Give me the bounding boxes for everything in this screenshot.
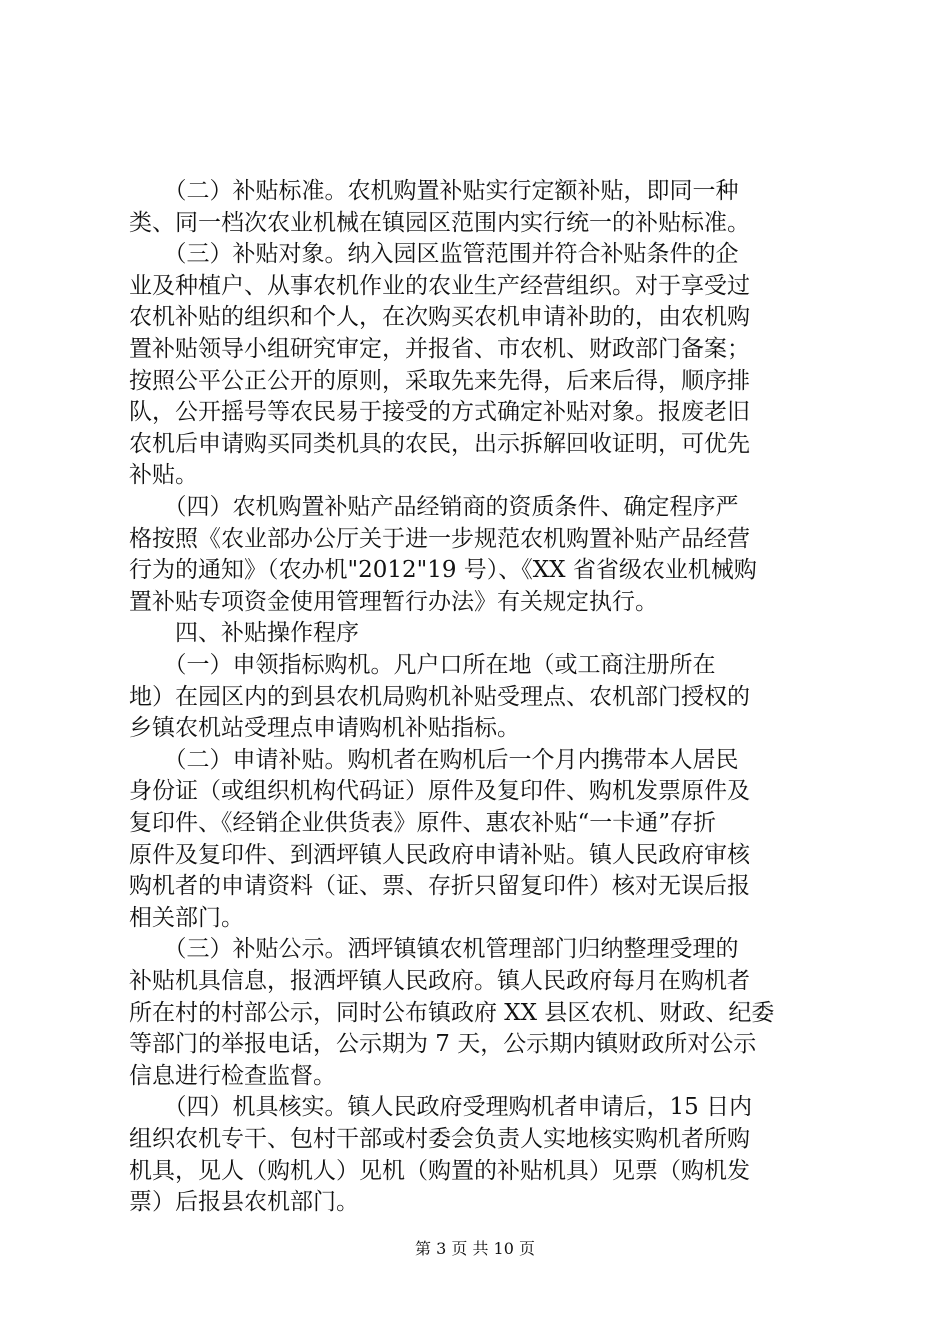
text-line: 农机补贴的组织和个人，在次购买农机申请补助的，由农机购 xyxy=(129,304,750,331)
text-line: （三）补贴对象。纳入园区监管范围并符合补贴条件的企 xyxy=(129,241,739,268)
text-line: 地）在园区内的到县农机局购机补贴受理点、农机部门授权的 xyxy=(129,683,750,710)
text-line: 行为的通知》（农办机"2012"19 号）、《XX 省省级农业机械购 xyxy=(129,557,757,584)
text-line: 原件及复印件、到洒坪镇人民政府申请补贴。镇人民政府审核 xyxy=(129,841,750,868)
text-line: 队，公开摇号等农民易于接受的方式确定补贴对象。报废老旧 xyxy=(129,399,750,426)
text-line: 等部门的举报电话，公示期为 7 天，公示期内镇财政所对公示 xyxy=(129,1031,757,1058)
text-line: 置补贴专项资金使用管理暂行办法》有关规定执行。 xyxy=(129,588,658,615)
text-line: 农机后申请购买同类机具的农民，出示拆解回收证明，可优先 xyxy=(129,430,750,457)
text-line: 格按照《农业部办公厅关于进一步规范农机购置补贴产品经营 xyxy=(129,525,750,552)
text-line: 组织农机专干、包村干部或村委会负责人实地核实购机者所购 xyxy=(129,1126,750,1152)
text-line: 业及种植户、从事农机作业的农业生产经营组织。对于享受过 xyxy=(129,272,750,299)
text-line: （四）机具核实。镇人民政府受理购机者申请后，15 日内 xyxy=(129,1094,753,1121)
text-line: 购机者的申请资料（证、票、存折只留复印件）核对无误后报 xyxy=(129,873,750,900)
text-line: （四）农机购置补贴产品经销商的资质条件、确定程序严 xyxy=(129,494,739,520)
text-line: 补贴。 xyxy=(129,462,198,489)
text-line: 票）后报县农机部门。 xyxy=(129,1189,359,1216)
text-line: （二）补贴标准。农机购置补贴实行定额补贴，即同一种 xyxy=(129,178,739,204)
text-line: 身份证（或组织机构代码证）原件及复印件、购机发票原件及 xyxy=(129,778,750,805)
text-line: 相关部门。 xyxy=(129,904,244,931)
text-line: 置补贴领导小组研究审定，并报省、市农机、财政部门备案； xyxy=(129,336,750,362)
text-line: 四、补贴操作程序 xyxy=(129,620,359,647)
text-line: 复印件、《经销企业供货表》原件、惠农补贴“一卡通”存折 xyxy=(129,810,717,836)
text-line: （三）补贴公示。洒坪镇镇农机管理部门归纳整理受理的 xyxy=(129,936,739,963)
text-line: 类、同一档次农业机械在镇园区范围内实行统一的补贴标准。 xyxy=(129,209,750,236)
text-line: 补贴机具信息，报洒坪镇人民政府。镇人民政府每月在购机者 xyxy=(129,968,750,994)
text-line: 机具，见人（购机人）见机（购置的补贴机具）见票（购机发 xyxy=(129,1157,750,1184)
page-footer: 第 3 页 共 10 页 xyxy=(415,1239,535,1258)
text-line: 所在村的村部公示，同时公布镇政府 XX 县区农机、财政、纪委 xyxy=(129,999,775,1026)
text-line: （二）申请补贴。购机者在购机后一个月内携带本人居民 xyxy=(129,746,739,773)
text-line: （一）申领指标购机。凡户口所在地（或工商注册所在 xyxy=(129,652,716,678)
text-line: 乡镇农机站受理点申请购机补贴指标。 xyxy=(129,715,520,742)
text-line: 信息进行检查监督。 xyxy=(129,1062,336,1089)
text-line: 按照公平公正公开的原则，采取先来先得，后来后得，顺序排 xyxy=(129,367,750,394)
